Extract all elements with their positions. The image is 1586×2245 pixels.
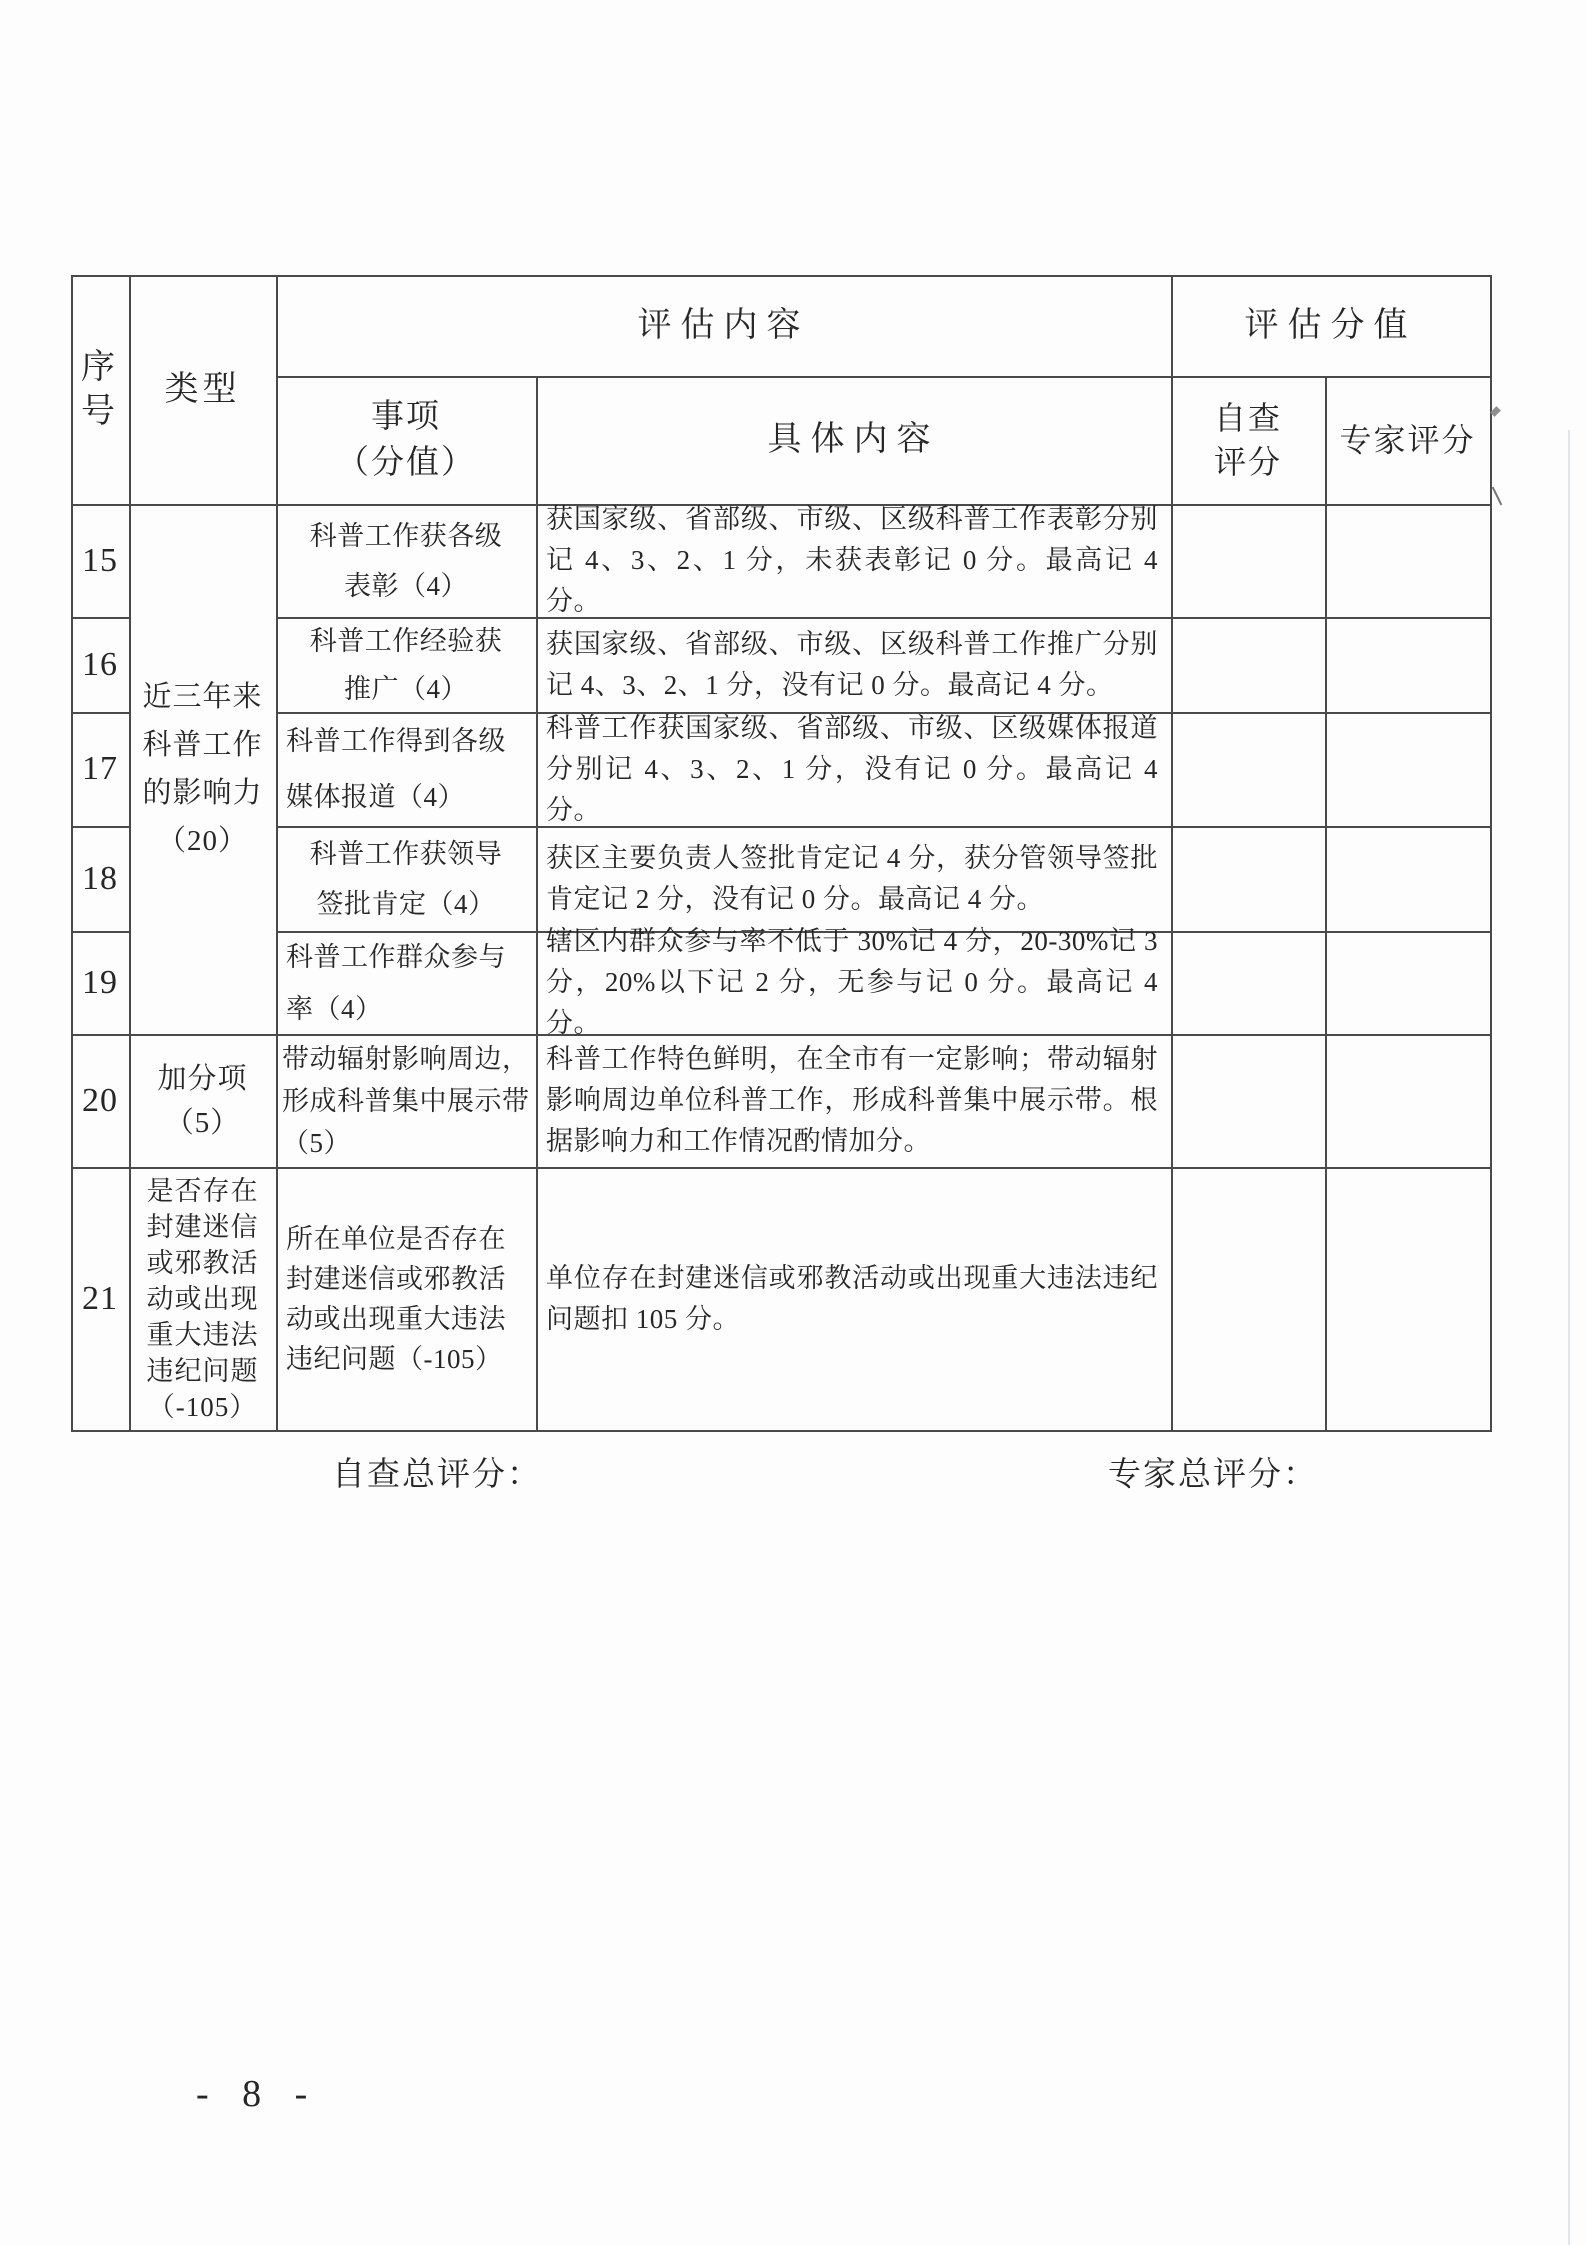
row-20-self-score-cell <box>1173 1036 1323 1165</box>
row-20-detail <box>546 1036 1158 1165</box>
row-18-expert-score-cell <box>1327 828 1488 929</box>
row-16-serial: 16 <box>82 645 118 683</box>
row-18-detail <box>546 828 1158 929</box>
row-18-detail-text: 获区主要负责人签批肯定记 4 分，获分管领导签批肯定记 2 分，没有记 0 分。最高记 4 分。 <box>546 842 1158 914</box>
item-header-cell: 事项 （分值） <box>336 399 476 481</box>
row-21-serial: 21 <box>82 1279 118 1317</box>
detail-header-cell: 具体内容 <box>767 421 940 458</box>
row-15-serial: 15 <box>82 541 118 579</box>
row-15-detail <box>546 506 1158 615</box>
self-total-score-label: 自查总评分： <box>332 1457 542 1493</box>
row-19-detail <box>546 926 1158 1038</box>
row-15-item: 科普工作获各级 表彰（4） <box>309 520 503 601</box>
row-21-expert-score-cell <box>1327 1169 1488 1428</box>
grid-line <box>71 1430 1492 1432</box>
row-21-detail <box>546 1169 1158 1428</box>
row-21-item: 所在单位是否存在 封建迷信或邪教活 动或出现重大违法 违纪问题（-105） <box>286 1223 506 1374</box>
row-15-self-score-cell <box>1173 506 1323 615</box>
row-18-serial: 18 <box>82 859 118 897</box>
type-cell-row-20: 加分项 （5） <box>157 1062 248 1139</box>
serial-header-cell: 序 号 <box>81 348 119 430</box>
expert-score-header-cell: 专家评分 <box>1339 422 1476 458</box>
row-16-detail-text: 获国家级、省部级、市级、区级科普工作推广分别记 4、3、2、1 分，没有记 0 分。最高记 4 分。 <box>546 628 1158 700</box>
row-16-item: 科普工作经验获 推广（4） <box>309 625 503 704</box>
row-15-expert-score-cell <box>1327 506 1488 615</box>
content-group-header: 评估内容 <box>637 306 810 344</box>
row-17-serial: 17 <box>82 750 118 787</box>
row-17-self-score-cell <box>1173 714 1323 824</box>
row-20-item: 带动辐射影响周边， 形成科普集中展示带 （5） <box>282 1043 530 1158</box>
scan-artifact-slash <box>1492 487 1503 506</box>
grid-line <box>536 376 538 1432</box>
row-19-serial: 19 <box>82 963 118 1001</box>
row-18-self-score-cell <box>1173 828 1323 929</box>
row-19-expert-score-cell <box>1327 933 1488 1032</box>
row-18-item: 科普工作获领导 签批肯定（4） <box>309 838 503 919</box>
row-17-item: 科普工作得到各级 媒体报道（4） <box>286 726 506 812</box>
row-17-detail-text: 科普工作获国家级、省部级、市级、区级媒体报道分别记 4、3、2、1 分，没有记 0 分。最高记 4 分。 <box>546 712 1158 825</box>
page-number: - 8 - <box>196 2073 317 2115</box>
self-score-header-cell: 自查 评分 <box>1213 400 1282 480</box>
row-19-detail-text: 辖区内群众参与率不低于 30%记 4 分，20-30%记 3 分，20%以下记 2 分，无参与记 0 分。最高记 4 分。 <box>546 926 1158 1038</box>
expert-total-score-label: 专家总评分： <box>1108 1457 1318 1493</box>
type-cell-row-21: 是否存在 封建迷信 或邪教活 动或出现 重大违法 违纪问题 （-105） <box>146 1175 259 1422</box>
row-16-detail <box>546 619 1158 710</box>
row-21-detail-text: 单位存在封建迷信或邪教活动或出现重大违法违纪问题扣 105 分。 <box>546 1262 1158 1334</box>
row-20-expert-score-cell <box>1327 1036 1488 1165</box>
row-21-self-score-cell <box>1173 1169 1323 1428</box>
type-cell-rows-15-19: 近三年来 科普工作 的影响力 （20） <box>142 681 263 857</box>
row-17-expert-score-cell <box>1327 714 1488 824</box>
row-19-item: 科普工作群众参与 率（4） <box>286 941 506 1024</box>
row-20-detail-text: 科普工作特色鲜明，在全市有一定影响；带动辐射影响周边单位科普工作，形成科普集中展示带。根据影响力和工作情况酌情加分。 <box>546 1044 1158 1156</box>
grid-line <box>1490 275 1492 1432</box>
scan-artifact-page-edge <box>1568 430 1570 2245</box>
row-17-detail <box>546 714 1158 824</box>
score-group-header: 评估分值 <box>1244 306 1417 344</box>
row-15-detail-text: 获国家级、省部级、市级、区级科普工作表彰分别记 4、3、2、1 分，未获表彰记 0 分。最高记 4 分。 <box>546 504 1158 616</box>
row-16-self-score-cell <box>1173 619 1323 710</box>
row-20-serial: 20 <box>82 1081 118 1119</box>
row-19-self-score-cell <box>1173 933 1323 1032</box>
row-16-expert-score-cell <box>1327 619 1488 710</box>
type-header-cell: 类型 <box>164 370 241 408</box>
